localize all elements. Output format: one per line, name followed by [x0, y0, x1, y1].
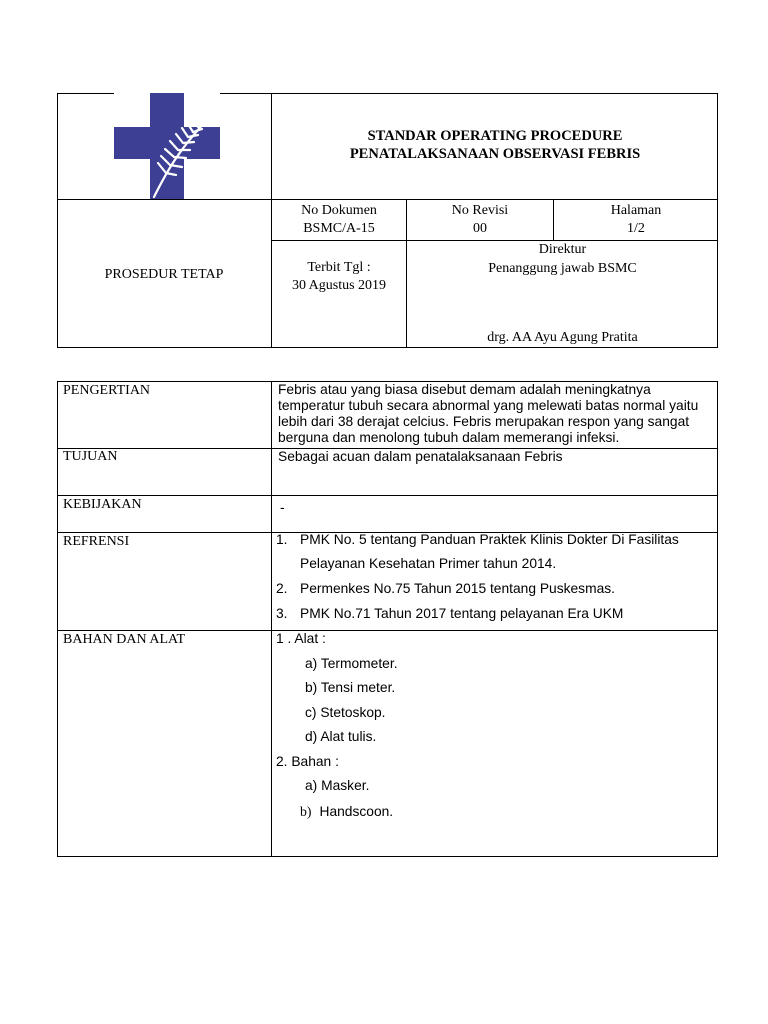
- halaman-label: Halaman: [610, 203, 662, 218]
- refrensi-item-1-line-1: PMK No. 5 tentang Panduan Praktek Klinis Dokter Di Fasilitas: [300, 532, 679, 547]
- no-revisi-cell: [407, 202, 553, 238]
- title-line-1: STANDAR OPERATING PROCEDURE: [367, 128, 623, 144]
- halaman-cell: [554, 202, 718, 238]
- pengertian-line-2: temperatur tubuh secara abnormal yang melewati batas normal yaitu: [278, 398, 699, 413]
- no-revisi-label: No Revisi: [451, 203, 509, 218]
- no-revisi-value: 00: [473, 221, 487, 236]
- signatory-name: drg. AA Ayu Agung Pratita: [487, 330, 638, 345]
- direktur-cell: [407, 240, 718, 278]
- bahan-item-1: a) Masker.: [305, 778, 370, 793]
- terbit-label: Terbit Tgl :: [307, 260, 371, 275]
- tujuan-label: TUJUAN: [63, 449, 118, 464]
- no-dokumen-label: No Dokumen: [301, 203, 377, 218]
- bahan-item-2: [300, 804, 393, 820]
- pengertian-line-1: Febris atau yang biasa disebut demam adalah meningkatnya: [278, 382, 651, 397]
- alat-item-4: d) Alat tulis.: [305, 729, 377, 744]
- content-divider-vertical: [271, 381, 272, 857]
- terbit-value: 30 Agustus 2019: [291, 278, 387, 293]
- pengertian-line-3: lebih dari 38 derajat celcius. Febris merupakan respon yang sangat: [278, 414, 690, 429]
- prosedur-tetap-label: PROSEDUR TETAP: [104, 267, 224, 282]
- refrensi-item-1-num: 1.: [276, 532, 288, 547]
- pengertian-text: [278, 382, 714, 446]
- bahan-item-2-marker: b): [300, 804, 312, 819]
- refrensi-label: REFRENSI: [63, 534, 130, 549]
- no-dokumen-cell: [272, 202, 406, 238]
- logo: [114, 93, 220, 199]
- row-divider-2: [57, 495, 718, 496]
- header-divider-horizontal: [57, 199, 718, 200]
- refrensi-item-2-line-1: Permenkes No.75 Tahun 2015 tentang Puskesmas.: [300, 581, 615, 596]
- refrensi-item-1-line-2: Pelayanan Kesehatan Primer tahun 2014.: [300, 556, 557, 571]
- alat-item-1: a) Termometer.: [305, 656, 398, 671]
- kebijakan-text: -: [280, 499, 285, 515]
- document-title: [272, 127, 718, 163]
- refrensi-item-2-num: 2.: [276, 581, 288, 596]
- alat-item-3: c) Stetoskop.: [305, 705, 386, 720]
- penanggung-jawab-label: Penanggung jawab BSMC: [488, 261, 637, 276]
- alat-item-2: b) Tensi meter.: [305, 680, 396, 695]
- kebijakan-label: KEBIJAKAN: [63, 497, 142, 512]
- bahan-alat-label: BAHAN DAN ALAT: [63, 632, 186, 647]
- cross-palm-logo-icon: [114, 93, 220, 199]
- no-dokumen-value: BSMC/A-15: [303, 221, 375, 236]
- tujuan-text: Sebagai acuan dalam penatalaksanaan Febris: [278, 449, 563, 464]
- pengertian-label: PENGERTIAN: [63, 383, 151, 398]
- bahan-item-2-text: Handscoon.: [319, 804, 394, 819]
- alat-heading: 1 . Alat :: [276, 631, 326, 646]
- terbit-cell: [272, 259, 406, 295]
- row-divider-4: [57, 630, 718, 631]
- halaman-value: 1/2: [627, 221, 645, 236]
- refrensi-item-3-num: 3.: [276, 606, 288, 621]
- title-line-2: PENATALAKSANAAN OBSERVASI FEBRIS: [349, 146, 641, 162]
- pengertian-line-4: berguna dan menolong tubuh dalam memerangi infeksi.: [278, 430, 620, 445]
- refrensi-item-3-line-1: PMK No.71 Tahun 2017 tentang pelayanan Era UKM: [300, 606, 624, 621]
- bahan-heading: 2. Bahan :: [276, 754, 339, 769]
- direktur-label: Direktur: [538, 242, 587, 257]
